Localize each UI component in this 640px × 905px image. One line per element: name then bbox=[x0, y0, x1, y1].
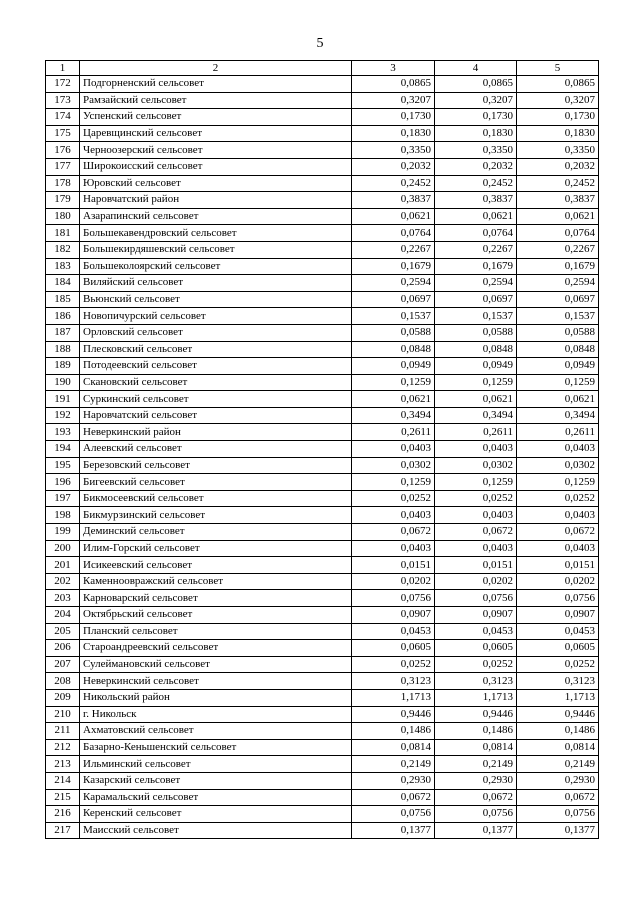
row-value-col5: 0,0621 bbox=[517, 208, 599, 225]
row-value-col4: 0,1377 bbox=[435, 822, 517, 839]
row-value-col5: 0,1259 bbox=[517, 374, 599, 391]
row-number: 175 bbox=[46, 125, 80, 142]
row-number: 206 bbox=[46, 640, 80, 657]
row-value-col3: 0,3837 bbox=[352, 192, 435, 209]
row-value-col5: 0,0865 bbox=[517, 76, 599, 93]
row-name: Рамзайский сельсовет bbox=[80, 92, 352, 109]
row-value-col3: 0,0252 bbox=[352, 656, 435, 673]
row-value-col5: 0,0403 bbox=[517, 507, 599, 524]
row-name: Большекавендровский сельсовет bbox=[80, 225, 352, 242]
row-value-col4: 0,0949 bbox=[435, 358, 517, 375]
table-row bbox=[46, 772, 599, 789]
table-row bbox=[46, 308, 599, 325]
row-number: 183 bbox=[46, 258, 80, 275]
row-value-col4: 0,9446 bbox=[435, 706, 517, 723]
table-row bbox=[46, 275, 599, 292]
column-header-2: 2 bbox=[80, 61, 352, 76]
row-value-col4: 0,0252 bbox=[435, 490, 517, 507]
row-number: 205 bbox=[46, 623, 80, 640]
row-name: Виляйский сельсовет bbox=[80, 275, 352, 292]
row-number: 203 bbox=[46, 590, 80, 607]
row-name: Орловский сельсовет bbox=[80, 324, 352, 341]
row-value-col3: 0,0756 bbox=[352, 590, 435, 607]
row-value-col4: 0,0865 bbox=[435, 76, 517, 93]
row-value-col4: 0,0621 bbox=[435, 208, 517, 225]
row-number: 180 bbox=[46, 208, 80, 225]
row-value-col5: 0,3837 bbox=[517, 192, 599, 209]
row-value-col4: 0,3207 bbox=[435, 92, 517, 109]
row-value-col5: 0,0605 bbox=[517, 640, 599, 657]
row-number: 193 bbox=[46, 424, 80, 441]
row-number: 179 bbox=[46, 192, 80, 209]
row-value-col4: 0,0697 bbox=[435, 291, 517, 308]
row-value-col5: 0,1730 bbox=[517, 109, 599, 126]
row-value-col3: 0,3494 bbox=[352, 407, 435, 424]
column-header-5: 5 bbox=[517, 61, 599, 76]
row-value-col4: 0,1830 bbox=[435, 125, 517, 142]
row-value-col4: 0,0588 bbox=[435, 324, 517, 341]
table-row bbox=[46, 789, 599, 806]
row-name: Азарапинский сельсовет bbox=[80, 208, 352, 225]
row-value-col3: 0,0302 bbox=[352, 457, 435, 474]
row-name: Большекирдяшевский сельсовет bbox=[80, 241, 352, 258]
table-row bbox=[46, 142, 599, 159]
row-number: 213 bbox=[46, 756, 80, 773]
row-value-col4: 0,3837 bbox=[435, 192, 517, 209]
row-value-col5: 0,1830 bbox=[517, 125, 599, 142]
row-name: Неверкинский район bbox=[80, 424, 352, 441]
table-row bbox=[46, 756, 599, 773]
row-value-col5: 1,1713 bbox=[517, 689, 599, 706]
row-value-col3: 0,0764 bbox=[352, 225, 435, 242]
row-number: 189 bbox=[46, 358, 80, 375]
row-value-col5: 0,1679 bbox=[517, 258, 599, 275]
table-row bbox=[46, 192, 599, 209]
row-value-col5: 0,0848 bbox=[517, 341, 599, 358]
row-name: Черноозерский сельсовет bbox=[80, 142, 352, 159]
row-number: 173 bbox=[46, 92, 80, 109]
table-row bbox=[46, 540, 599, 557]
row-value-col5: 0,0949 bbox=[517, 358, 599, 375]
row-value-col4: 0,0907 bbox=[435, 607, 517, 624]
row-value-col4: 0,1259 bbox=[435, 374, 517, 391]
row-name: Скановский сельсовет bbox=[80, 374, 352, 391]
row-value-col4: 0,2594 bbox=[435, 275, 517, 292]
row-value-col5: 0,0756 bbox=[517, 806, 599, 823]
row-number: 185 bbox=[46, 291, 80, 308]
row-number: 176 bbox=[46, 142, 80, 159]
row-value-col3: 0,0252 bbox=[352, 490, 435, 507]
row-number: 209 bbox=[46, 689, 80, 706]
row-name: Березовский сельсовет bbox=[80, 457, 352, 474]
row-number: 194 bbox=[46, 441, 80, 458]
row-value-col5: 0,0672 bbox=[517, 789, 599, 806]
row-number: 215 bbox=[46, 789, 80, 806]
row-value-col3: 0,2032 bbox=[352, 158, 435, 175]
row-value-col4: 0,0672 bbox=[435, 789, 517, 806]
row-value-col4: 0,0814 bbox=[435, 739, 517, 756]
row-value-col3: 0,2594 bbox=[352, 275, 435, 292]
row-value-col3: 0,1377 bbox=[352, 822, 435, 839]
table-row bbox=[46, 656, 599, 673]
row-value-col3: 0,0588 bbox=[352, 324, 435, 341]
table-row bbox=[46, 125, 599, 142]
row-name: Суркинский сельсовет bbox=[80, 391, 352, 408]
row-value-col4: 0,1486 bbox=[435, 723, 517, 740]
row-value-col3: 0,2452 bbox=[352, 175, 435, 192]
row-value-col3: 0,0672 bbox=[352, 789, 435, 806]
row-number: 177 bbox=[46, 158, 80, 175]
row-name: Наровчатский район bbox=[80, 192, 352, 209]
row-value-col4: 0,0403 bbox=[435, 540, 517, 557]
row-value-col3: 0,9446 bbox=[352, 706, 435, 723]
table-row bbox=[46, 689, 599, 706]
row-value-col5: 0,0252 bbox=[517, 656, 599, 673]
row-name: Новопичурский сельсовет bbox=[80, 308, 352, 325]
row-value-col4: 0,0453 bbox=[435, 623, 517, 640]
row-name: Царевщинский сельсовет bbox=[80, 125, 352, 142]
row-name: Исикеевский сельсовет bbox=[80, 557, 352, 574]
row-name: Маисский сельсовет bbox=[80, 822, 352, 839]
row-value-col3: 0,2149 bbox=[352, 756, 435, 773]
row-number: 211 bbox=[46, 723, 80, 740]
row-value-col4: 0,0403 bbox=[435, 507, 517, 524]
table-row bbox=[46, 424, 599, 441]
table-row bbox=[46, 640, 599, 657]
row-number: 212 bbox=[46, 739, 80, 756]
row-value-col4: 0,2267 bbox=[435, 241, 517, 258]
table-row bbox=[46, 407, 599, 424]
row-name: Наровчатский сельсовет bbox=[80, 407, 352, 424]
row-name: Широкоисский сельсовет bbox=[80, 158, 352, 175]
row-value-col5: 0,2611 bbox=[517, 424, 599, 441]
row-value-col5: 0,2032 bbox=[517, 158, 599, 175]
row-value-col5: 0,0588 bbox=[517, 324, 599, 341]
row-value-col5: 0,0621 bbox=[517, 391, 599, 408]
row-number: 182 bbox=[46, 241, 80, 258]
row-value-col4: 0,0672 bbox=[435, 524, 517, 541]
table-row bbox=[46, 158, 599, 175]
row-value-col3: 0,0403 bbox=[352, 507, 435, 524]
row-name: Большеколоярский сельсовет bbox=[80, 258, 352, 275]
table-row bbox=[46, 623, 599, 640]
row-value-col3: 0,0605 bbox=[352, 640, 435, 657]
row-value-col3: 0,2267 bbox=[352, 241, 435, 258]
row-name: Алеевский сельсовет bbox=[80, 441, 352, 458]
table-row bbox=[46, 822, 599, 839]
row-value-col5: 0,0764 bbox=[517, 225, 599, 242]
row-value-col3: 0,0848 bbox=[352, 341, 435, 358]
table-row bbox=[46, 590, 599, 607]
table-row bbox=[46, 524, 599, 541]
row-number: 216 bbox=[46, 806, 80, 823]
row-value-col3: 0,0672 bbox=[352, 524, 435, 541]
row-number: 199 bbox=[46, 524, 80, 541]
table-row bbox=[46, 507, 599, 524]
table-row bbox=[46, 241, 599, 258]
table-row bbox=[46, 706, 599, 723]
row-value-col4: 0,3123 bbox=[435, 673, 517, 690]
row-number: 214 bbox=[46, 772, 80, 789]
table-row bbox=[46, 358, 599, 375]
row-name: Илим-Горский сельсовет bbox=[80, 540, 352, 557]
table-row bbox=[46, 291, 599, 308]
table-row bbox=[46, 391, 599, 408]
table-row bbox=[46, 225, 599, 242]
row-value-col4: 0,2930 bbox=[435, 772, 517, 789]
row-value-col3: 0,0865 bbox=[352, 76, 435, 93]
table-row bbox=[46, 92, 599, 109]
table-header bbox=[46, 61, 599, 76]
table-row bbox=[46, 175, 599, 192]
row-value-col4: 0,0621 bbox=[435, 391, 517, 408]
row-value-col5: 0,2594 bbox=[517, 275, 599, 292]
row-number: 188 bbox=[46, 341, 80, 358]
table-row bbox=[46, 457, 599, 474]
row-value-col5: 0,1377 bbox=[517, 822, 599, 839]
row-number: 195 bbox=[46, 457, 80, 474]
row-name: Плесковский сельсовет bbox=[80, 341, 352, 358]
row-value-col4: 0,0151 bbox=[435, 557, 517, 574]
row-value-col4: 0,0756 bbox=[435, 806, 517, 823]
row-value-col4: 1,1713 bbox=[435, 689, 517, 706]
row-name: Успенский сельсовет bbox=[80, 109, 352, 126]
row-value-col5: 0,3494 bbox=[517, 407, 599, 424]
row-value-col3: 0,0403 bbox=[352, 540, 435, 557]
row-number: 191 bbox=[46, 391, 80, 408]
row-value-col5: 0,0302 bbox=[517, 457, 599, 474]
row-name: Карноварский сельсовет bbox=[80, 590, 352, 607]
row-value-col4: 0,1730 bbox=[435, 109, 517, 126]
row-value-col3: 0,1830 bbox=[352, 125, 435, 142]
row-value-col3: 0,3123 bbox=[352, 673, 435, 690]
row-name: Бикмурзинский сельсовет bbox=[80, 507, 352, 524]
row-value-col3: 0,2930 bbox=[352, 772, 435, 789]
row-value-col3: 0,0814 bbox=[352, 739, 435, 756]
row-number: 187 bbox=[46, 324, 80, 341]
table-row bbox=[46, 109, 599, 126]
row-number: 174 bbox=[46, 109, 80, 126]
table-row bbox=[46, 739, 599, 756]
row-value-col3: 0,0151 bbox=[352, 557, 435, 574]
row-number: 200 bbox=[46, 540, 80, 557]
row-value-col4: 0,0756 bbox=[435, 590, 517, 607]
row-value-col4: 0,0764 bbox=[435, 225, 517, 242]
row-number: 198 bbox=[46, 507, 80, 524]
row-value-col3: 0,0621 bbox=[352, 391, 435, 408]
row-number: 181 bbox=[46, 225, 80, 242]
row-value-col4: 0,1679 bbox=[435, 258, 517, 275]
row-value-col4: 0,1259 bbox=[435, 474, 517, 491]
row-value-col5: 0,0453 bbox=[517, 623, 599, 640]
row-name: Неверкинский сельсовет bbox=[80, 673, 352, 690]
row-name: Никольский район bbox=[80, 689, 352, 706]
row-value-col3: 0,3350 bbox=[352, 142, 435, 159]
row-value-col3: 0,1730 bbox=[352, 109, 435, 126]
row-name: Ильминский сельсовет bbox=[80, 756, 352, 773]
row-number: 172 bbox=[46, 76, 80, 93]
row-value-col5: 0,0697 bbox=[517, 291, 599, 308]
table-row bbox=[46, 723, 599, 740]
row-value-col3: 1,1713 bbox=[352, 689, 435, 706]
table-row bbox=[46, 607, 599, 624]
row-value-col4: 0,2149 bbox=[435, 756, 517, 773]
row-value-col5: 0,3123 bbox=[517, 673, 599, 690]
row-value-col4: 0,2611 bbox=[435, 424, 517, 441]
table-row bbox=[46, 258, 599, 275]
row-value-col4: 0,0202 bbox=[435, 573, 517, 590]
row-name: г. Никольск bbox=[80, 706, 352, 723]
row-name: Ахматовский сельсовет bbox=[80, 723, 352, 740]
row-name: Сулеймановский сельсовет bbox=[80, 656, 352, 673]
row-value-col5: 0,0151 bbox=[517, 557, 599, 574]
table-row bbox=[46, 673, 599, 690]
row-value-col5: 0,1259 bbox=[517, 474, 599, 491]
row-name: Потодеевский сельсовет bbox=[80, 358, 352, 375]
row-value-col4: 0,0302 bbox=[435, 457, 517, 474]
row-name: Каменноовражский сельсовет bbox=[80, 573, 352, 590]
row-value-col5: 0,2149 bbox=[517, 756, 599, 773]
table-row bbox=[46, 324, 599, 341]
table-row bbox=[46, 806, 599, 823]
row-value-col4: 0,3494 bbox=[435, 407, 517, 424]
row-value-col3: 0,1259 bbox=[352, 474, 435, 491]
row-value-col4: 0,2032 bbox=[435, 158, 517, 175]
row-name: Планский сельсовет bbox=[80, 623, 352, 640]
table-row bbox=[46, 490, 599, 507]
row-value-col5: 0,2930 bbox=[517, 772, 599, 789]
table-row bbox=[46, 341, 599, 358]
row-value-col3: 0,0403 bbox=[352, 441, 435, 458]
row-name: Керенский сельсовет bbox=[80, 806, 352, 823]
row-name: Бигеевский сельсовет bbox=[80, 474, 352, 491]
row-number: 196 bbox=[46, 474, 80, 491]
row-name: Подгорненский сельсовет bbox=[80, 76, 352, 93]
row-name: Октябрьский сельсовет bbox=[80, 607, 352, 624]
row-name: Вьюнский сельсовет bbox=[80, 291, 352, 308]
row-value-col3: 0,1679 bbox=[352, 258, 435, 275]
row-number: 186 bbox=[46, 308, 80, 325]
row-name: Деминский сельсовет bbox=[80, 524, 352, 541]
row-value-col3: 0,0907 bbox=[352, 607, 435, 624]
row-number: 184 bbox=[46, 275, 80, 292]
row-value-col5: 0,0202 bbox=[517, 573, 599, 590]
row-name: Базарно-Кеньшенский сельсовет bbox=[80, 739, 352, 756]
row-number: 197 bbox=[46, 490, 80, 507]
row-name: Казарский сельсовет bbox=[80, 772, 352, 789]
row-value-col3: 0,1259 bbox=[352, 374, 435, 391]
row-value-col3: 0,0202 bbox=[352, 573, 435, 590]
row-number: 204 bbox=[46, 607, 80, 624]
row-name: Бикмосеевский сельсовет bbox=[80, 490, 352, 507]
page-number: 5 bbox=[316, 36, 324, 51]
row-value-col3: 0,0697 bbox=[352, 291, 435, 308]
header-row bbox=[46, 61, 599, 76]
row-value-col5: 0,2452 bbox=[517, 175, 599, 192]
table-row bbox=[46, 573, 599, 590]
row-value-col5: 0,3207 bbox=[517, 92, 599, 109]
row-number: 217 bbox=[46, 822, 80, 839]
table-row bbox=[46, 557, 599, 574]
row-value-col4: 0,1537 bbox=[435, 308, 517, 325]
row-value-col3: 0,1537 bbox=[352, 308, 435, 325]
row-value-col5: 0,9446 bbox=[517, 706, 599, 723]
row-number: 192 bbox=[46, 407, 80, 424]
column-header-1: 1 bbox=[46, 61, 80, 76]
row-value-col4: 0,0605 bbox=[435, 640, 517, 657]
row-number: 207 bbox=[46, 656, 80, 673]
column-header-4: 4 bbox=[435, 61, 517, 76]
data-table bbox=[45, 60, 599, 839]
row-value-col4: 0,0848 bbox=[435, 341, 517, 358]
table-body bbox=[46, 76, 599, 839]
table-row bbox=[46, 76, 599, 93]
table-row bbox=[46, 441, 599, 458]
row-value-col5: 0,0814 bbox=[517, 739, 599, 756]
row-value-col3: 0,2611 bbox=[352, 424, 435, 441]
row-value-col4: 0,3350 bbox=[435, 142, 517, 159]
row-number: 202 bbox=[46, 573, 80, 590]
row-value-col5: 0,1486 bbox=[517, 723, 599, 740]
row-value-col3: 0,1486 bbox=[352, 723, 435, 740]
row-value-col5: 0,1537 bbox=[517, 308, 599, 325]
table-row bbox=[46, 208, 599, 225]
row-name: Юровский сельсовет bbox=[80, 175, 352, 192]
table-row bbox=[46, 374, 599, 391]
row-value-col5: 0,0672 bbox=[517, 524, 599, 541]
row-value-col5: 0,0403 bbox=[517, 441, 599, 458]
row-number: 210 bbox=[46, 706, 80, 723]
row-value-col5: 0,2267 bbox=[517, 241, 599, 258]
row-value-col4: 0,2452 bbox=[435, 175, 517, 192]
row-value-col3: 0,3207 bbox=[352, 92, 435, 109]
row-value-col4: 0,0403 bbox=[435, 441, 517, 458]
row-name: Карамальский сельсовет bbox=[80, 789, 352, 806]
row-value-col5: 0,0252 bbox=[517, 490, 599, 507]
row-value-col3: 0,0756 bbox=[352, 806, 435, 823]
column-header-3: 3 bbox=[352, 61, 435, 76]
row-value-col5: 0,3350 bbox=[517, 142, 599, 159]
row-value-col5: 0,0403 bbox=[517, 540, 599, 557]
row-number: 190 bbox=[46, 374, 80, 391]
row-value-col3: 0,0621 bbox=[352, 208, 435, 225]
row-number: 208 bbox=[46, 673, 80, 690]
row-value-col5: 0,0756 bbox=[517, 590, 599, 607]
row-number: 178 bbox=[46, 175, 80, 192]
row-number: 201 bbox=[46, 557, 80, 574]
row-value-col5: 0,0907 bbox=[517, 607, 599, 624]
table-row bbox=[46, 474, 599, 491]
row-value-col3: 0,0949 bbox=[352, 358, 435, 375]
row-value-col3: 0,0453 bbox=[352, 623, 435, 640]
row-name: Староандреевский сельсовет bbox=[80, 640, 352, 657]
row-value-col4: 0,0252 bbox=[435, 656, 517, 673]
